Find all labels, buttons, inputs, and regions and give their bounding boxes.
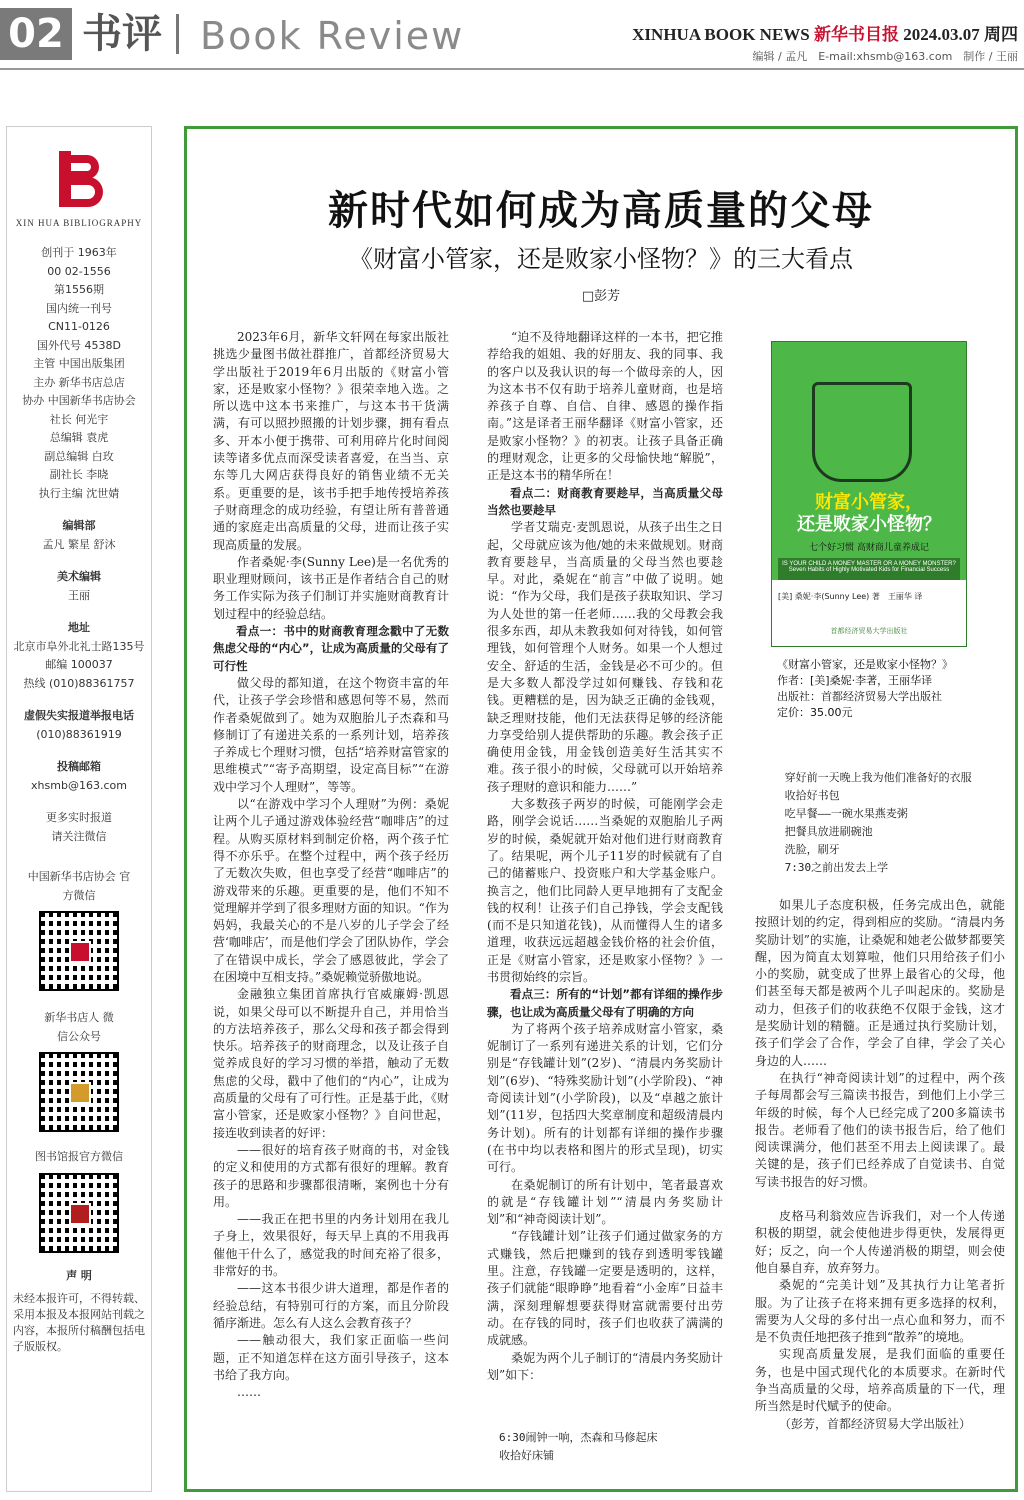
paragraph: 如果儿子态度积极，任务完成出色，就能按照计划的约定，得到相应的奖励。“清晨内务奖励计划”的实施，让桑妮和她老公做梦都要笑醒，因为简直太划算啦，他们只用给孩子们小小的奖励，就变成了世界上最省心的父母，他们甚至每天都是被两个儿子叫起床的。奖励是动力，但孩子们的收获绝不仅限于金钱，这才是奖励计划的精髓。正是通过执行奖励计划，孩子们学会了合作，学会了自律，学会了关心身边的人…… bbox=[755, 898, 1005, 1068]
sidebar bbox=[6, 126, 152, 1492]
paragraph: 大多数孩子两岁的时候，可能刚学会走路，刚学会说话……当桑妮的双胞胎儿子两岁的时候，桑妮就开始对他们进行财商教育了。结果呢，两个儿子11岁的时候就有了自己的储蓄账户、投资账户和大学基金账户。换言之，他们比同龄人更早地拥有了支配金钱的权利！让孩子们自己挣钱，学会支配钱(而不是只知道花钱)，从而懂得人生的诸多道理，收获远远超越金钱价格的社会价值，正是《财富小管家，还是败家小怪物？》一书贯彻始终的宗旨。 bbox=[487, 797, 723, 984]
schedule-item: 把餐具放进刷碗池 bbox=[784, 825, 873, 838]
info-line: 第1556期 bbox=[54, 283, 104, 296]
info-line: 副总编辑 白玫 bbox=[44, 449, 114, 463]
qr-label: 图书馆报官方微信 bbox=[35, 1150, 123, 1163]
schedule-item: 6:30闹钟一响，杰森和马修起床 bbox=[499, 1431, 658, 1444]
declaration-text: 未经本报许可，不得转载、采用本报及本报网站刊载之内容，本报所付稿酬包括电子版版权。 bbox=[13, 1292, 145, 1353]
address-block bbox=[7, 619, 151, 693]
info-line: 执行主编 沈世婧 bbox=[38, 486, 120, 500]
caption-author: 作者：[美]桑妮·李著，王丽华译 bbox=[777, 674, 933, 687]
article-frame bbox=[184, 126, 1018, 1492]
info-line: 社长 何光宇 bbox=[49, 412, 109, 426]
declaration bbox=[7, 1267, 151, 1356]
page-number: 02 bbox=[0, 8, 72, 60]
paragraph: 在桑妮制订的所有计划中，笔者最喜欢的就是“存钱罐计划”“清晨内务奖励计划”和“神奇阅读计划”。 bbox=[487, 1177, 723, 1227]
schedule-item: 收拾好书包 bbox=[784, 789, 840, 802]
email-block bbox=[7, 758, 151, 795]
art-edit-name: 王丽 bbox=[68, 588, 90, 602]
paragraph: 学者艾瑞克·麦凯恩说，从孩子出生之日起，父母就应该为他/她的未来做规划。财商教育要趁早，当高质量的父母当然也要趁早。对此，桑妮在“前言”中做了说明。她说：“作为父母，我们是孩子获取知识、学习为人处世的第一任老师……我的父母教会我很多东西，却从未教我如何对待钱，如何管理钱，如何管理个人财务。如果一个人想过安全、舒适的生活，金钱是必不可少的。但是大多数人都没学过如何赚钱、存钱和花钱。更糟糕的是，因为缺乏正确的金钱观，缺乏理财技能，他们无法获得足够的经济能力享受给别人提供帮助的乐趣。教会孩子正确使用金钱，用金钱创造美好生活其实不难。孩子很小的时候，父母就可以开始培养孩子理财的意识和能力……” bbox=[487, 520, 723, 794]
article-column-2 bbox=[487, 329, 723, 1384]
wechat-hint bbox=[7, 809, 151, 846]
paragraph: ——我正在把书里的内务计划用在我儿子身上，效果很好，每天早上真的不用我再催他干什么了，感觉我的时间充裕了很多，非常好的书。 bbox=[213, 1212, 449, 1279]
article-author: □彭芳 bbox=[581, 289, 621, 304]
email[interactable]: xhsmb@163.com bbox=[31, 778, 127, 792]
masthead-info bbox=[7, 244, 151, 503]
paragraph: （彭芳，首都经济贸易大学出版社） bbox=[779, 1416, 972, 1431]
logo-icon bbox=[51, 151, 107, 211]
schedule-list-b bbox=[767, 769, 1007, 877]
paper-name-en: XINHUA BOOK NEWS bbox=[632, 25, 810, 44]
email-label: 投稿邮箱 bbox=[57, 760, 101, 773]
report-label: 虚假失实报道举报电话 bbox=[24, 709, 134, 722]
info-line: 主办 新华书店总店 bbox=[33, 375, 125, 389]
schedule-item: 收拾好床铺 bbox=[499, 1449, 554, 1462]
info-line: 总编辑 袁虎 bbox=[49, 431, 109, 444]
book-cover-author: [美] 桑妮·李(Sunny Lee) 著 王丽华 译 bbox=[778, 592, 923, 601]
caption-price: 定价：35.00元 bbox=[777, 706, 853, 719]
section-title: 书评 bbox=[82, 10, 162, 57]
book-cover-subtitle: 七个好习惯 高财商儿童养成记 bbox=[809, 543, 929, 553]
paragraph: 皮格马利翁效应告诉我们，对一个人传递积极的期望，就会使他进步得更快，发展得更好；反之，向一个人传递消极的期望，则会使他自暴自弃，放弃努力。 bbox=[755, 1209, 1005, 1275]
qr-block-1 bbox=[7, 868, 151, 991]
qr-label: 新华书店人 微信公众号 bbox=[44, 1011, 114, 1043]
address: 北京市阜外北礼士路135号 bbox=[13, 639, 145, 653]
paragraph: 实现高质量发展，是我们面临的重要任务，也是中国式现代化的本质要求。在新时代争当高质量的父母，培养高质量的下一代，理所当然是时代赋予的使命。 bbox=[755, 1347, 1005, 1414]
qr-code-icon[interactable] bbox=[39, 911, 119, 991]
subheading: 看点一：书中的财商教育理念戳中了无数焦虑父母的“内心”，让成为高质量的父母有了可行性 bbox=[213, 624, 449, 673]
paragraph: 以“在游戏中学习个人理财”为例：桑妮让两个儿子通过游戏体验经营“咖啡店”的过程。从购买原材料到制定价格，两个孩子忙得不亦乐乎。在整个过程中，两个孩子经历了无数次失败，但也享受了经营“咖啡店”的游戏带来的乐趣。更重要的是，他们不知不觉理解并学到了很多理财方面的知识。“作为妈妈，我最关心的不是八岁的儿子学会了经营‘咖啡店’，而是他们学会了团队协作，学会了在错误中成长，学会了感恩彼此，学会了在困境中互相支持。”桑妮赖觉骄傲地说。 bbox=[213, 797, 449, 984]
issue-date: 2024.03.07 bbox=[903, 25, 980, 44]
declaration-title: 声 明 bbox=[66, 1268, 92, 1282]
edit-dept-names: 孟凡 繁星 舒沐 bbox=[42, 537, 116, 551]
schedule-item: 吃早餐——一碗水果燕麦粥 bbox=[784, 807, 908, 820]
info-line: 协办 中国新华书店协会 bbox=[22, 394, 136, 407]
logo-text: XIN HUA BIBLIOGRAPHY bbox=[15, 218, 143, 228]
qr-block-3 bbox=[7, 1148, 151, 1253]
info-line: 创刊于 1963年 bbox=[41, 246, 117, 259]
report-block bbox=[7, 707, 151, 744]
zipcode: 邮编 100037 bbox=[45, 658, 113, 671]
book-cover-english: IS YOUR CHILD A MONEY MASTER OR A MONEY MONSTER? Seven Habits of Highly Motivated Kids for Financial Success bbox=[778, 558, 960, 580]
hotline: 热线 (010)88361757 bbox=[23, 676, 135, 690]
paragraph: ——这本书很少讲大道理，都是作者的经验总结，有特别可行的方案，而且分阶段循序渐进。怎么有人这么会教育孩子？ bbox=[213, 1281, 449, 1330]
masthead bbox=[632, 20, 1018, 45]
book-cover-footer bbox=[772, 580, 966, 646]
art-edit bbox=[7, 568, 151, 605]
paragraph: 2023年6月，新华文轩网在每家出版社挑选少量图书做社群推广，首都经济贸易大学出版社于2019年6月出版的《财富小管家，还是败家小怪物？》很荣幸地入选。之所以选中这本书来推广，与这本书干货满满，有可以照抄照搬的计划步骤，拥有看点多、开本小便于携带、可利用碎片化时间阅读等诸多优点而深受读者喜爱，在当当、京东等几大网店获得良好的销售业绩不无关系。更重要的是，该书手把手地传授培养孩子财商理念的成功经验，有望让所有普普通通的家庭走出高质量的父母，进而让孩子实现高质量的发展。 bbox=[213, 330, 449, 552]
article-column-3 bbox=[755, 897, 1005, 1433]
book-cover-image bbox=[771, 341, 967, 647]
weekday: 周四 bbox=[984, 25, 1018, 44]
paragraph: 为了将两个孩子培养成财富小管家，桑妮制订了一系列有递进关系的计划，它们分别是“存钱罐计划”(2岁)、“清晨内务奖励计划”(6岁)、“特殊奖励计划”(小学阶段)、“神奇阅读计划”(小学阶段)，以及“卓越之旅计划”(11岁，包括四大奖章制度和超级清晨内务计划)。所有的计划都有详细的操作步骤(在书中均以表格和图片的形式呈现)，切实可行。 bbox=[487, 1021, 723, 1175]
subheading: 看点二：财商教育要趁早，当高质量父母当然也要趁早 bbox=[487, 485, 723, 517]
art-edit-label: 美术编辑 bbox=[57, 570, 101, 583]
caption-title: 《财富小管家，还是败家小怪物？》 bbox=[777, 658, 953, 671]
paragraph: 桑妮的“完美计划”及其执行力让笔者折服。为了让孩子在将来拥有更多选择的权利，需要为人父母的多付出一点心血和努力，而不是不负责任地把孩子推到“散养”的境地。 bbox=[755, 1278, 1005, 1345]
article-subtitle: 《财富小管家，还是败家小怪物？》的三大看点 bbox=[349, 245, 853, 273]
info-line: 副社长 李晓 bbox=[49, 468, 109, 481]
book-cover-title-b: 还是败家小怪物？ bbox=[797, 514, 941, 535]
book-cover-title-a: 财富小管家， bbox=[815, 492, 923, 513]
schedule-list-a bbox=[499, 1429, 658, 1465]
paragraph: “迫不及待地翻译这样的一本书，把它推荐给我的姐姐、我的好朋友、我的同事、我的客户以及我认识的每一个做母亲的人，因为这本书不仅有助于培养儿童财商，也是培养孩子自尊、自信、自律、感恩的操作指南。”这是译者王丽华翻译《财富小管家，还是败家小怪物？》的初衷。让孩子具备正确的理财观念，让更多的父母愉快地“解脱”，正是这本书的精华所在！ bbox=[487, 330, 723, 483]
paragraph: 作者桑妮·李(Sunny Lee)是一名优秀的职业理财顾问，该书正是作者结合自己的财务工作实际为孩子们制订并实施财商教育计划过程中的经验总结。 bbox=[213, 554, 449, 621]
schedule-item: 洗脸，刷牙 bbox=[784, 843, 840, 856]
paragraph: “存钱罐计划”让孩子们通过做家务的方式赚钱，然后把赚到的钱存到透明零钱罐里。注意，存钱罐一定要是透明的，这样，孩子们就能“眼睁睁”地看着“小金库”日益丰满，深刻理解想要获得财富就需要付出劳动。在存钱的同时，孩子们也收获了满满的成就感。 bbox=[487, 1229, 723, 1348]
paragraph: 在执行“神奇阅读计划”的过程中，两个孩子每周都会写三篇读书报告，到他们上小学三年级的时候，每个人已经完成了200多篇读书报告。老师看了他们的读书报告后，给了他们阅读课满分，他们甚至不用去上阅读课了。最关键的是，孩子们已经养成了自觉读书、自觉写读书报告的好习惯。 bbox=[755, 1070, 1005, 1189]
info-line: CN11-0126 bbox=[48, 320, 110, 333]
editor-credits: 编辑 / 孟凡 E-mail:xhsmb@163.com 制作 / 王丽 bbox=[752, 50, 1018, 63]
schedule-item: 穿好前一天晚上我为他们准备好的衣服 bbox=[784, 771, 972, 784]
caption-publisher: 出版社：首都经济贸易大学出版社 bbox=[777, 690, 942, 703]
book-cover-title bbox=[772, 492, 966, 536]
qr-code-icon[interactable] bbox=[39, 1173, 119, 1253]
paragraph: ——触动很大，我们家正面临一些问题，正不知道怎样在这方面引导孩子，这本书给了我方向。 bbox=[213, 1333, 449, 1382]
qr-code-icon[interactable] bbox=[39, 1052, 119, 1132]
book-caption bbox=[777, 657, 997, 721]
address-label: 地址 bbox=[68, 621, 90, 634]
info-line: 国外代号 4538D bbox=[37, 338, 121, 352]
article-column-1 bbox=[213, 329, 449, 1401]
book-cover-publisher: 首都经济贸易大学出版社 bbox=[830, 627, 908, 635]
edit-dept-label: 编辑部 bbox=[62, 519, 96, 532]
paragraph: 桑妮为两个儿子制订的“清晨内务奖励计划”如下： bbox=[487, 1350, 723, 1382]
header-rule bbox=[0, 68, 1024, 70]
wechat-hint-2: 请关注微信 bbox=[51, 829, 107, 843]
paragraph: 做父母的都知道，在这个物资丰富的年代，让孩子学会珍惜和感恩何等不易，然而作者桑妮做到了。她为双胞胎儿子杰森和马修制订了有递进关系的一系列计划，培养孩子养成七个理财习惯，包括“培养财富管家的思维模式”“寄予高期望，设定高目标”“在游戏中学习个人理财”，等等。 bbox=[213, 675, 449, 794]
paper-name-cn: 新华书目报 bbox=[814, 25, 899, 44]
paragraph: …… bbox=[237, 1385, 261, 1400]
info-line: 主管 中国出版集团 bbox=[33, 357, 125, 370]
report-phone: (010)88361919 bbox=[36, 727, 122, 741]
schedule-item: 7:30之前出发去上学 bbox=[784, 861, 889, 874]
wechat-hint-1: 更多实时报道 bbox=[46, 811, 112, 824]
header-divider bbox=[176, 14, 179, 54]
paragraph: 金融独立集团首席执行官威廉姆·凯恩说，如果父母可以不断提升自己，并用恰当的方法培养孩子，那么父母和孩子都会得到快乐。培养孩子的财商理念，以及让孩子自觉养成良好的学习习惯的举措，触动了无数焦虑的父母，戳中了他们的“内心”，让成为高质量的父母有了可行性。正是基于此，《财富小管家，还是败家小怪物？》自问世起，接连收到读者的好评： bbox=[213, 987, 449, 1140]
qr-block-2 bbox=[7, 1009, 151, 1132]
edit-dept bbox=[7, 517, 151, 554]
spacer bbox=[755, 1191, 1005, 1208]
info-line: 国内统一刊号 bbox=[46, 301, 112, 315]
subheading: 看点三：所有的“计划”都有详细的操作步骤，也让成为高质量父母有了明确的方向 bbox=[487, 987, 723, 1019]
qr-label: 中国新华书店协会 官方微信 bbox=[27, 870, 131, 902]
article-title: 新时代如何成为高质量的父母 bbox=[328, 187, 874, 234]
info-line: 00 02-1556 bbox=[47, 264, 111, 278]
section-title-en: Book Review bbox=[200, 14, 465, 58]
paragraph: ——很好的培育孩子财商的书，对金钱的定义和使用的方式都有很好的理解。教育孩子的思路和步骤都很清晰，案例也十分有用。 bbox=[213, 1142, 449, 1209]
monster-figure-icon bbox=[812, 382, 912, 482]
